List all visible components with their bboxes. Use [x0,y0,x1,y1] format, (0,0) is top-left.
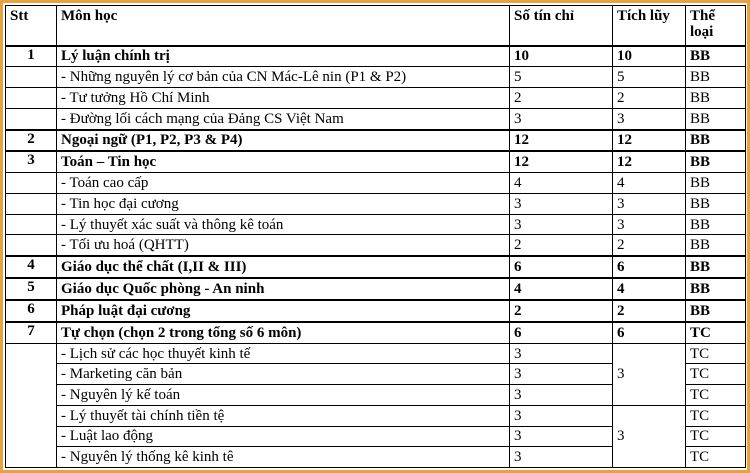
cell-credits: 10 [510,46,613,67]
cell-accumulated: 6 [613,322,686,343]
cell-type: BB [686,67,746,88]
cell-accumulated: 12 [613,130,686,152]
cell-credits: 3 [510,364,613,385]
elective-stt-cell [6,343,57,467]
cell-accumulated: 4 [613,173,686,194]
cell-accumulated: 3 [613,193,686,214]
cell-type: BB [686,300,746,322]
cell-stt: 2 [6,130,57,152]
table-row [6,214,746,235]
cell-subject: - Lý thuyết tài chính tiền tệ [57,405,510,426]
header-credits: Số tín chỉ [510,6,613,46]
cell-subject: - Lịch sử các học thuyết kinh tế [57,343,510,364]
table-row [6,278,746,300]
cell-stt: 5 [6,278,57,300]
cell-subject: Toán – Tin học [57,151,510,172]
cell-accumulated: 12 [613,151,686,172]
cell-type: TC [686,343,746,364]
table-row [6,300,746,322]
header-stt: Stt [6,6,57,46]
table-row [6,193,746,214]
cell-credits: 12 [510,151,613,172]
table-row [6,256,746,278]
cell-subject: Lý luận chính trị [57,46,510,67]
cell-stt: 7 [6,322,57,343]
cell-accumulated: 4 [613,278,686,300]
cell-accumulated: 3 [613,108,686,129]
cell-type: BB [686,130,746,152]
cell-accumulated: 10 [613,46,686,67]
cell-subject: - Đường lối cách mạng của Đảng CS Việt Nam [57,108,510,129]
cell-type: BB [686,235,746,256]
cell-type: TC [686,426,746,447]
cell-accumulated: 3 [613,214,686,235]
cell-type: BB [686,214,746,235]
cell-subject: - Toán cao cấp [57,173,510,194]
cell-credits: 2 [510,300,613,322]
table-row [6,130,746,152]
cell-type: BB [686,151,746,172]
cell-subject: - Tin học đại cương [57,193,510,214]
cell-credits: 6 [510,256,613,278]
cell-type: BB [686,108,746,129]
cell-subject: Tự chọn (chọn 2 trong tổng số 6 môn) [57,322,510,343]
cell-accumulated: 2 [613,88,686,109]
cell-credits: 3 [510,343,613,364]
cell-stt [6,88,57,109]
cell-type: BB [686,278,746,300]
cell-credits: 5 [510,67,613,88]
cell-credits: 6 [510,322,613,343]
cell-stt [6,67,57,88]
cell-type: BB [686,46,746,67]
cell-credits: 3 [510,405,613,426]
cell-subject: - Nguyên lý kế toán [57,385,510,406]
curriculum-table [5,5,746,468]
cell-subject: - Marketing căn bản [57,364,510,385]
table-row [6,108,746,129]
cell-accumulated-group-2: 3 [613,405,686,467]
table-row [6,67,746,88]
cell-type: TC [686,364,746,385]
cell-credits: 3 [510,426,613,447]
cell-subject: Giáo dục thể chất (I,II & III) [57,256,510,278]
cell-credits: 3 [510,447,613,468]
cell-credits: 3 [510,385,613,406]
table-row [6,235,746,256]
header-row [6,6,746,46]
cell-stt [6,193,57,214]
cell-accumulated: 2 [613,300,686,322]
cell-subject: - Những nguyên lý cơ bản của CN Mác-Lê nin (P1 & P2) [57,67,510,88]
header-accumulated: Tích lũy [613,6,686,46]
table-row [6,88,746,109]
elective-row [6,343,746,364]
elective-row [6,405,746,426]
cell-type: BB [686,256,746,278]
cell-type: TC [686,447,746,468]
cell-accumulated-group-1: 3 [613,343,686,405]
cell-credits: 4 [510,278,613,300]
table-row [6,173,746,194]
cell-stt [6,235,57,256]
cell-subject: - Nguyên lý thống kê kinh tê [57,447,510,468]
cell-credits: 2 [510,235,613,256]
table-row [6,322,746,343]
cell-type: TC [686,322,746,343]
cell-stt [6,173,57,194]
cell-credits: 3 [510,214,613,235]
cell-subject: - Lý thuyết xác suất và thông kê toán [57,214,510,235]
cell-stt: 4 [6,256,57,278]
cell-credits: 4 [510,173,613,194]
cell-type: BB [686,193,746,214]
cell-subject: - Tối ưu hoá (QHTT) [57,235,510,256]
table-row [6,151,746,172]
cell-type: BB [686,88,746,109]
cell-stt [6,108,57,129]
cell-accumulated: 6 [613,256,686,278]
cell-accumulated: 5 [613,67,686,88]
cell-subject: Giáo dục Quốc phòng - An ninh [57,278,510,300]
cell-stt: 1 [6,46,57,67]
cell-type: BB [686,173,746,194]
cell-credits: 2 [510,88,613,109]
header-type: Thể loại [686,6,746,46]
cell-subject: Pháp luật đại cương [57,300,510,322]
header-subject: Môn học [57,6,510,46]
cell-subject: - Luật lao động [57,426,510,447]
cell-credits: 3 [510,193,613,214]
table-row [6,46,746,67]
cell-type: TC [686,385,746,406]
cell-credits: 3 [510,108,613,129]
cell-subject: - Tư tưởng Hồ Chí Minh [57,88,510,109]
cell-subject: Ngoại ngữ (P1, P2, P3 & P4) [57,130,510,152]
cell-accumulated: 2 [613,235,686,256]
cell-stt: 3 [6,151,57,172]
cell-stt [6,214,57,235]
cell-stt: 6 [6,300,57,322]
cell-credits: 12 [510,130,613,152]
cell-type: TC [686,405,746,426]
